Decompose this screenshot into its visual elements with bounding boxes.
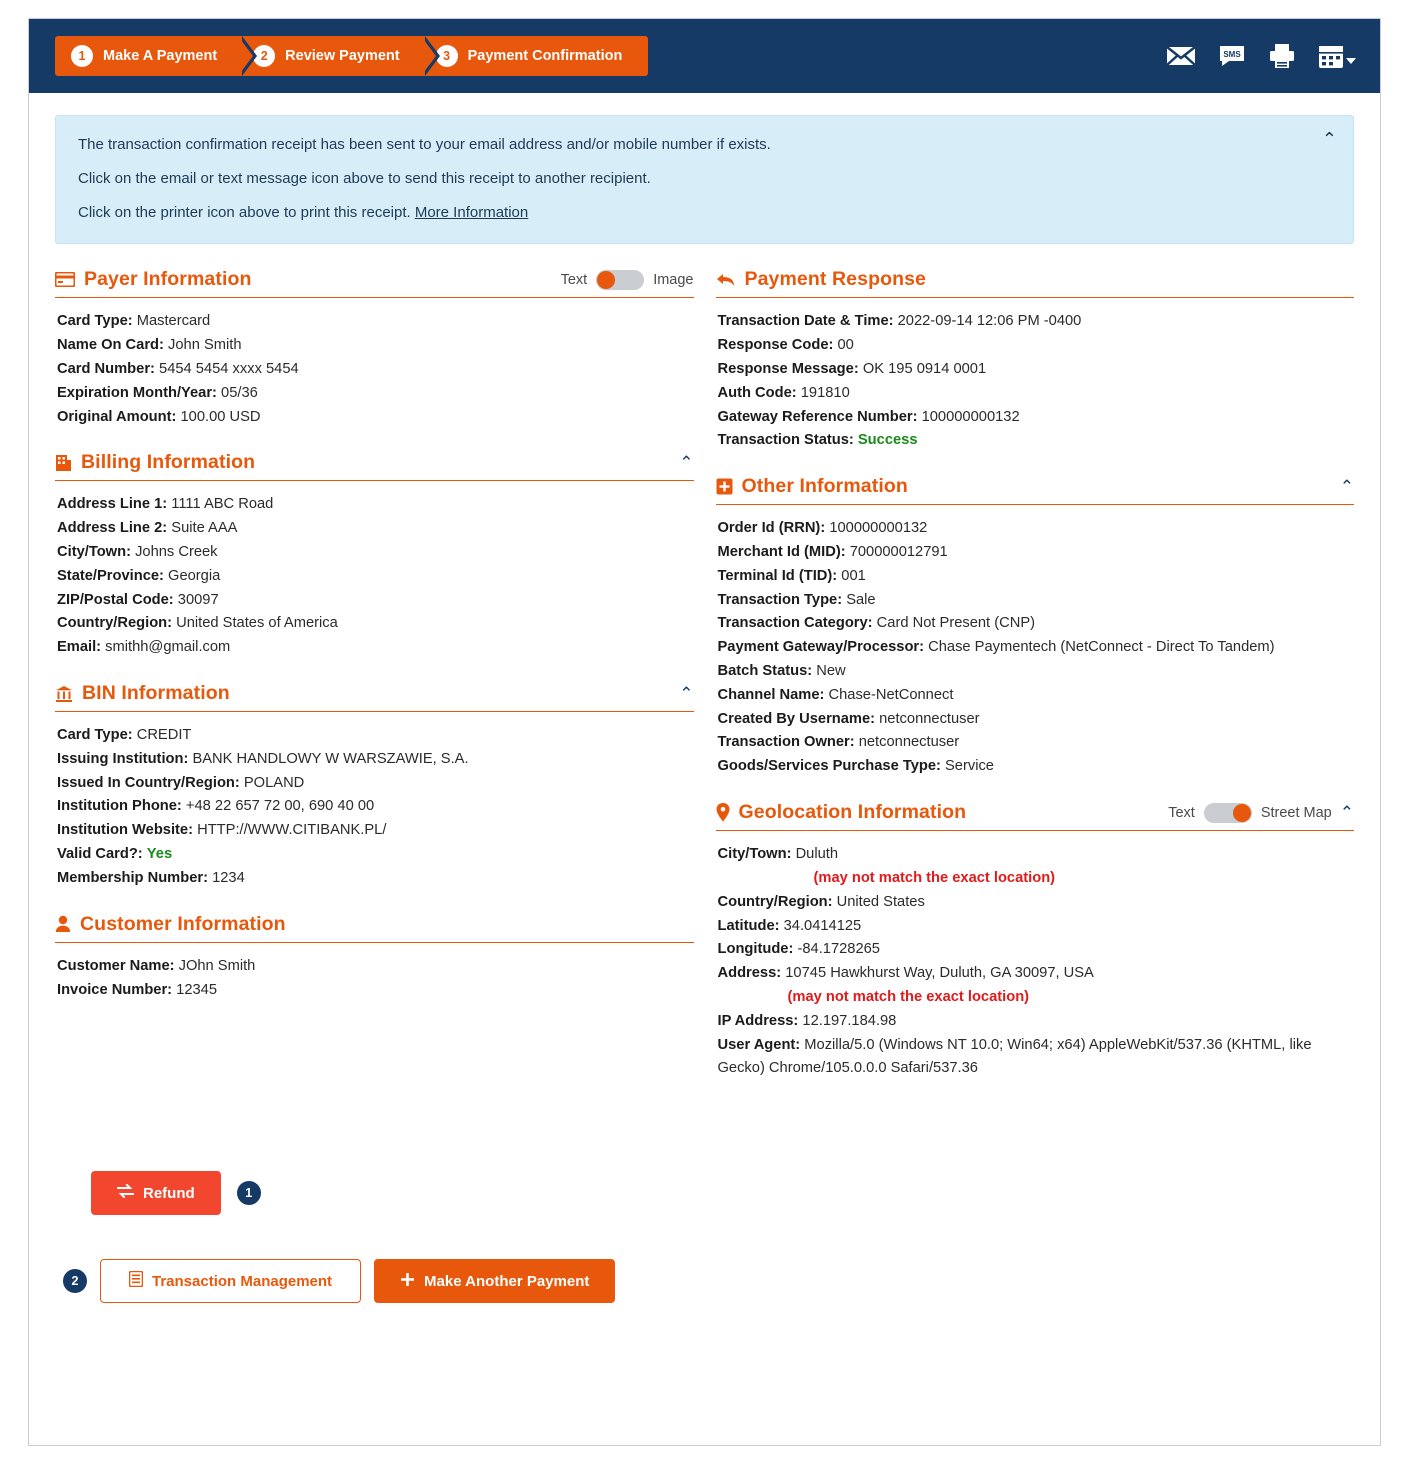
other-collapse-icon[interactable]: ⌃ (1339, 477, 1354, 497)
geo-toggle-switch[interactable] (1204, 803, 1252, 823)
field-label: State/Province: (57, 567, 164, 584)
field-value: 05/36 (221, 384, 258, 401)
field-label: Transaction Category: (717, 615, 873, 632)
other-information-title: Other Information (741, 475, 908, 498)
field-row (718, 636, 1355, 660)
field-row (57, 358, 694, 382)
header-bar (29, 19, 1380, 93)
transaction-management-button[interactable] (100, 1259, 361, 1303)
field-label: Response Code: (717, 337, 834, 354)
callout-badge-1: 1 (237, 1181, 261, 1205)
field-value: OK 195 0914 0001 (862, 360, 987, 377)
email-icon[interactable] (1166, 45, 1196, 67)
field-value: Mozilla/5.0 (Windows NT 10.0; Win64; x64) AppleWebKit/537.36 (KHTML, like Gecko) Chrome/105.0.0.0 Safari/537.36 (717, 1036, 1312, 1077)
field-label: Order Id (RRN): (717, 520, 826, 537)
step-3-number: 3 (436, 45, 458, 67)
field-value: 34.0414125 (783, 917, 862, 934)
field-value: netconnectuser (858, 734, 960, 751)
geo-city-note: (may not match the exact location) (813, 869, 1056, 886)
action-buttons (55, 1171, 1354, 1303)
payment-response-header (716, 268, 1355, 298)
field-label: Issued In Country/Region: (57, 774, 240, 791)
field-label: Created By Username: (717, 710, 876, 727)
notice-line-3 (78, 202, 1331, 224)
make-another-payment-button[interactable] (374, 1259, 615, 1303)
refund-row (91, 1171, 1354, 1215)
geolocation-information-fields (716, 831, 1355, 1081)
field-label: Country/Region: (717, 893, 833, 910)
field-row (718, 938, 1355, 962)
field-row (57, 772, 694, 796)
field-label: Payment Gateway/Processor: (717, 639, 925, 656)
field-value: POLAND (243, 774, 305, 791)
field-row (57, 795, 694, 819)
field-value: United States of America (176, 615, 338, 632)
field-label: Customer Name: (57, 957, 175, 974)
billing-information-fields (55, 481, 694, 660)
field-row (718, 684, 1355, 708)
field-row (718, 334, 1355, 358)
bottom-button-row (55, 1259, 1354, 1303)
transaction-management-label: Transaction Management (152, 1272, 333, 1290)
step-2-arrow (421, 36, 436, 76)
field-row (718, 589, 1355, 613)
bin-information-fields (55, 712, 694, 891)
field-value: netconnectuser (879, 710, 980, 727)
field-label: Transaction Status: (717, 432, 854, 449)
field-row (718, 755, 1355, 779)
field-value: 00 (837, 337, 854, 354)
field-row (718, 1034, 1355, 1082)
confirmation-notice (55, 115, 1354, 244)
field-label: Invoice Number: (57, 981, 173, 998)
field-row (57, 979, 694, 1003)
field-label: City/Town: (717, 846, 792, 863)
geolocation-collapse-icon[interactable]: ⌃ (1339, 803, 1354, 823)
field-value: United States (836, 893, 925, 910)
field-value: Georgia (168, 567, 221, 584)
field-row (57, 612, 694, 636)
field-row (57, 867, 694, 891)
field-label: Latitude: (717, 917, 780, 934)
field-row (718, 731, 1355, 755)
svg-text:SMS: SMS (1223, 50, 1241, 59)
field-value: John Smith (168, 337, 242, 354)
field-row (718, 541, 1355, 565)
notice-line-1: The transaction confirmation receipt has been sent to your email address and/or mobile number if exists. (78, 136, 771, 153)
field-value: -84.1728265 (797, 941, 880, 958)
field-label: Transaction Type: (717, 591, 843, 608)
field-value: 100.00 USD (180, 408, 261, 425)
field-label: IP Address: (717, 1012, 799, 1029)
payment-response-fields (716, 298, 1355, 453)
transaction-status-value: Success (857, 432, 918, 449)
field-value: Suite AAA (171, 520, 238, 537)
field-value: Chase Paymentech (NetConnect - Direct To Tandem) (928, 639, 1275, 656)
field-row (718, 843, 1355, 867)
step-make-a-payment[interactable] (55, 36, 239, 76)
field-row (57, 382, 694, 406)
field-row (718, 915, 1355, 939)
step-review-payment[interactable] (239, 36, 421, 76)
bin-information-header (55, 682, 694, 712)
field-value: Johns Creek (135, 543, 218, 560)
billing-information-header (55, 451, 694, 481)
field-row (718, 310, 1355, 334)
sms-icon[interactable] (1218, 44, 1246, 68)
field-label: Transaction Date & Time: (717, 313, 894, 330)
field-value: 12345 (176, 981, 218, 998)
payer-toggle-switch[interactable] (596, 270, 644, 290)
field-row (718, 660, 1355, 684)
field-label: Original Amount: (57, 408, 177, 425)
field-row (718, 406, 1355, 430)
field-label: Membership Number: (57, 869, 208, 886)
field-row (718, 358, 1355, 382)
right-column (716, 268, 1355, 1081)
field-label: Transaction Owner: (717, 734, 855, 751)
geo-toggle-knob (1233, 804, 1251, 822)
chevron-down-icon[interactable] (1346, 58, 1356, 64)
content-columns (55, 268, 1354, 1081)
billing-collapse-icon[interactable]: ⌃ (679, 453, 694, 473)
field-value: HTTP://WWW.CITIBANK.PL/ (197, 822, 387, 839)
step-payment-confirmation[interactable] (422, 36, 649, 76)
field-label: Longitude: (717, 941, 794, 958)
field-label: Address Line 2: (57, 520, 168, 537)
person-icon (55, 915, 71, 933)
field-row (57, 955, 694, 979)
field-value: Mastercard (136, 313, 211, 330)
field-row (57, 724, 694, 748)
field-value: 700000012791 (849, 543, 948, 560)
geolocation-information-header (716, 801, 1355, 831)
field-label: Address Line 1: (57, 496, 168, 513)
field-label: Expiration Month/Year: (57, 384, 217, 401)
reply-arrow-icon (716, 272, 736, 288)
field-row (57, 843, 694, 867)
geo-toggle-map-label: Street Map (1260, 804, 1332, 821)
field-label: Institution Website: (57, 822, 193, 839)
field-row (718, 565, 1355, 589)
payer-toggle-text-label: Text (560, 271, 588, 288)
plus-icon (400, 1272, 415, 1291)
progress-steps (55, 36, 648, 76)
geo-address-note: (may not match the exact location) (787, 988, 1030, 1005)
field-label: Country/Region: (57, 615, 173, 632)
field-label: Gateway Reference Number: (717, 408, 918, 425)
field-row (57, 589, 694, 613)
page-body (29, 93, 1380, 1445)
field-row (718, 962, 1355, 986)
field-label: Address: (717, 965, 782, 982)
field-value: smithh@gmail.com (105, 639, 231, 656)
field-label: City/Town: (57, 543, 131, 560)
field-value: Service (945, 758, 994, 775)
field-row (57, 636, 694, 660)
field-label: Card Type: (57, 313, 133, 330)
refund-button-label: Refund (143, 1184, 195, 1202)
payer-information-title: Payer Information (84, 268, 252, 291)
step-3-label: Payment Confirmation (467, 48, 623, 64)
map-pin-icon (716, 803, 730, 822)
notice-line-3-text: Click on the printer icon above to print this receipt. (78, 203, 411, 221)
building-icon (55, 454, 72, 472)
field-label: Batch Status: (717, 663, 813, 679)
field-label: Response Message: (717, 360, 859, 377)
field-value: 001 (841, 567, 866, 584)
step-1-number: 1 (71, 45, 93, 67)
field-value: 30097 (177, 591, 219, 608)
step-2-number: 2 (253, 45, 275, 67)
printer-icon[interactable] (1268, 43, 1296, 69)
field-row (718, 708, 1355, 732)
step-2-label: Review Payment (285, 48, 400, 64)
customer-information-title: Customer Information (80, 912, 286, 935)
make-another-payment-label: Make Another Payment (424, 1272, 590, 1290)
field-row (57, 493, 694, 517)
field-label: Email: (57, 639, 102, 656)
billing-information-title: Billing Information (81, 451, 256, 474)
field-value: 2022-09-14 12:06 PM -0400 (897, 313, 1082, 330)
refund-button[interactable] (91, 1171, 221, 1215)
step-1-label: Make A Payment (103, 48, 218, 64)
field-label: Name On Card: (57, 337, 164, 354)
field-value: 100000000132 (829, 520, 928, 537)
field-row (718, 517, 1355, 541)
other-information-fields (716, 505, 1355, 779)
customer-information-fields (55, 943, 694, 1003)
geolocation-view-toggle[interactable] (1168, 803, 1332, 823)
field-label: Valid Card?: (57, 846, 143, 863)
field-value: BANK HANDLOWY W WARSZAWIE, S.A. (192, 750, 469, 767)
notice-line-2: Click on the email or text message icon above to send this receipt to another recipient. (78, 169, 651, 187)
field-row (57, 334, 694, 358)
payer-view-toggle[interactable] (561, 270, 694, 290)
field-value: 191810 (800, 384, 850, 401)
field-value: Chase-NetConnect (828, 686, 954, 703)
step-1-arrow (238, 36, 253, 76)
field-label: Card Type: (57, 727, 133, 743)
field-value: 1111 ABC Road (171, 496, 274, 513)
notice-collapse-icon[interactable]: ⌃ (1321, 129, 1337, 149)
field-row (57, 310, 694, 334)
field-row (57, 819, 694, 843)
field-value: 10745 Hawkhurst Way, Duluth, GA 30097, USA (785, 965, 1094, 982)
payer-information-fields (55, 298, 694, 429)
list-icon (129, 1271, 143, 1291)
header-icon-group (1166, 43, 1356, 69)
field-row (57, 517, 694, 541)
calendar-icon[interactable] (1318, 43, 1356, 69)
field-value: JOhn Smith (178, 957, 256, 974)
field-label: Channel Name: (717, 686, 825, 703)
field-label: ZIP/Postal Code: (57, 591, 174, 608)
geolocation-information-title: Geolocation Information (738, 801, 967, 824)
payer-toggle-image-label: Image (653, 271, 694, 288)
field-value: New (816, 663, 846, 679)
card-icon (55, 272, 75, 287)
more-information-link[interactable]: More Information (414, 203, 529, 221)
bin-collapse-icon[interactable]: ⌃ (679, 684, 694, 703)
field-value: 1234 (212, 869, 245, 886)
bin-information-title: BIN Information (82, 682, 230, 704)
field-label: User Agent: (717, 1036, 801, 1053)
field-label: Card Number: (57, 360, 155, 377)
field-label: Issuing Institution: (57, 750, 189, 767)
field-value: Sale (846, 591, 876, 608)
field-value: 100000000132 (921, 408, 1020, 425)
field-row (57, 748, 694, 772)
field-value: CREDIT (136, 727, 192, 743)
refund-icon (117, 1184, 134, 1202)
customer-information-header (55, 913, 694, 943)
field-value: 5454 5454 xxxx 5454 (159, 360, 299, 377)
field-label: Terminal Id (TID): (717, 567, 838, 584)
field-label: Goods/Services Purchase Type: (717, 758, 941, 775)
bank-icon (55, 685, 73, 703)
field-row (718, 612, 1355, 636)
field-row (718, 1010, 1355, 1034)
callout-badge-2: 2 (63, 1269, 87, 1293)
field-value: 12.197.184.98 (802, 1012, 897, 1029)
field-row (718, 382, 1355, 406)
field-label: Auth Code: (717, 384, 797, 401)
app-frame (28, 18, 1381, 1446)
field-value: +48 22 657 72 00, 690 40 00 (185, 798, 375, 815)
payer-information-header (55, 268, 694, 298)
field-row (57, 406, 694, 430)
field-row (57, 565, 694, 589)
field-value: Card Not Present (CNP) (876, 615, 1036, 632)
geo-toggle-text-label: Text (1168, 804, 1195, 821)
field-label: Institution Phone: (57, 798, 182, 815)
valid-card-value: Yes (146, 846, 173, 863)
field-row (718, 429, 1355, 453)
field-label: Merchant Id (MID): (717, 543, 846, 560)
left-column (55, 268, 694, 1081)
other-information-header (716, 475, 1355, 505)
plus-box-icon (716, 478, 733, 495)
field-row (57, 541, 694, 565)
payment-response-title: Payment Response (744, 268, 926, 291)
field-row (718, 891, 1355, 915)
field-value: Duluth (795, 846, 839, 863)
payer-toggle-knob (597, 271, 615, 289)
